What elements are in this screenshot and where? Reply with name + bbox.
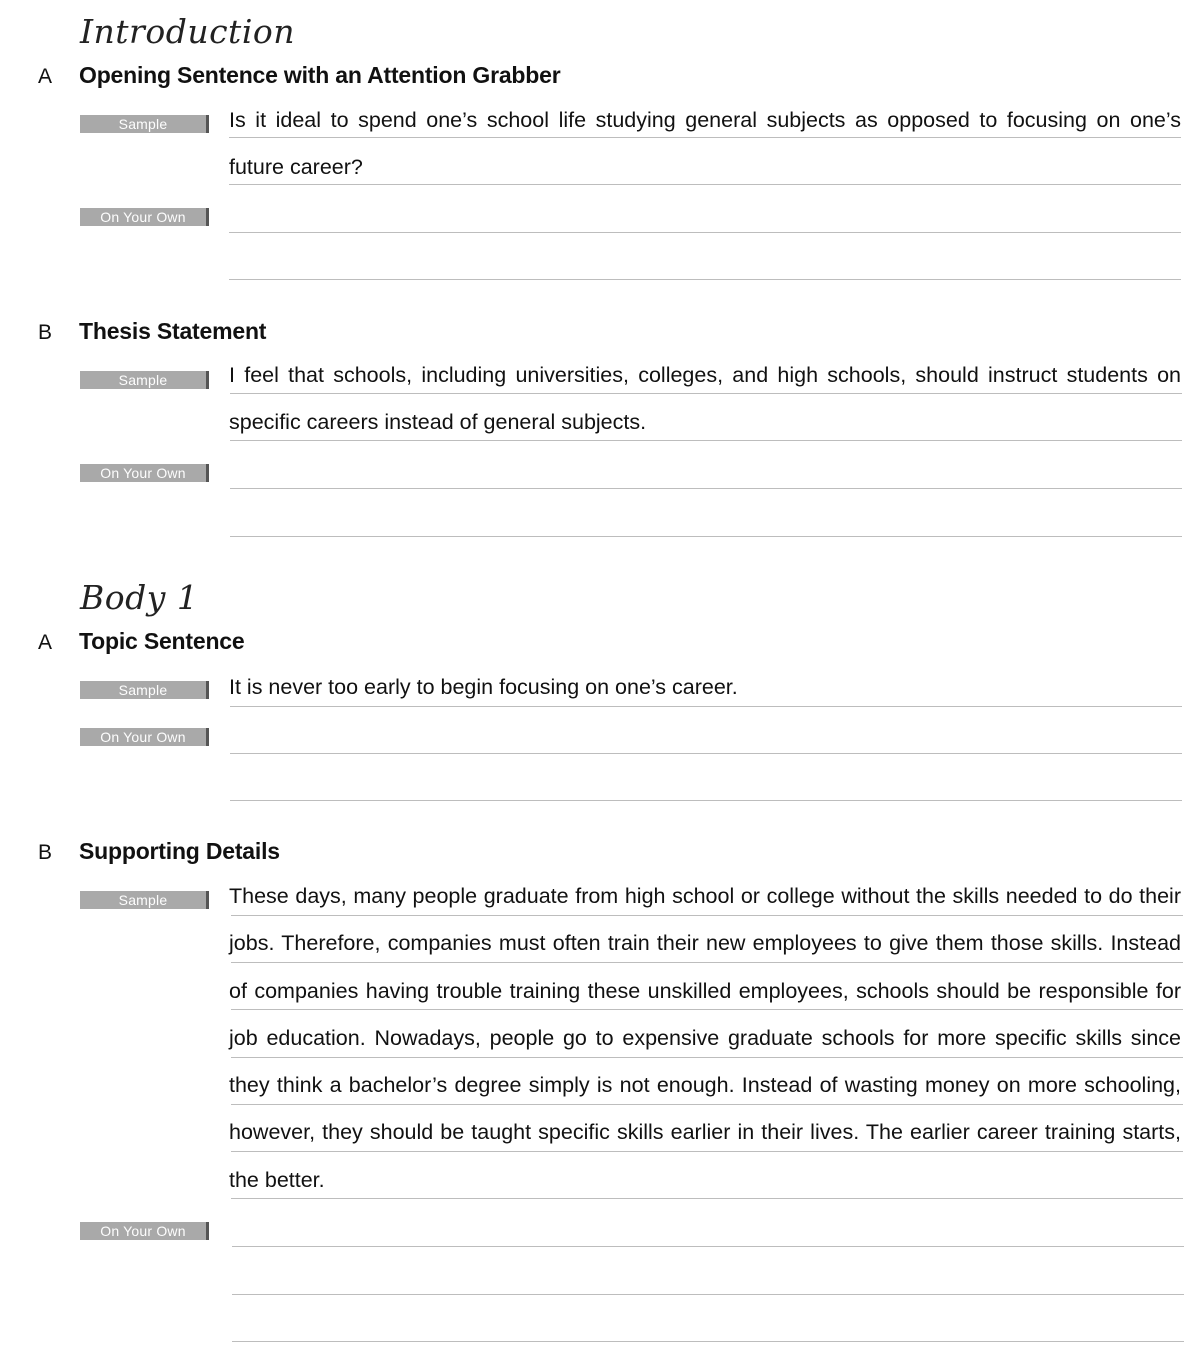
intro-b-rule (230, 393, 1182, 394)
body1-title: Body 1 (80, 578, 199, 617)
body1-a-answer-line[interactable] (230, 800, 1182, 801)
body1-a-answer-line[interactable] (230, 753, 1182, 754)
body1-b-answer-line[interactable] (232, 1294, 1184, 1295)
intro-a-answer-line[interactable] (229, 279, 1181, 280)
body1-b-own-tag: On Your Own (80, 1222, 209, 1240)
body1-a-sample-tag: Sample (80, 681, 209, 699)
intro-a-rule (229, 184, 1181, 185)
body1-b-sample-text: These days, many people graduate from high school or college without the skills needed to do their jobs. Therefore, companies must often train their new employees to give them those skills. Instead of companies having trouble training these unskilled employees, schools should be responsible for job education. Nowadays, people go to expensive graduate schools for more specific skills since they think a bachelor’s degree simply is not enough. Instead of wasting money on more schooling, however, they should be taught specific skills earlier in their lives. The earlier career training starts, the better. (229, 884, 1181, 1192)
body1-b-answer-line[interactable] (232, 1246, 1184, 1247)
intro-b-heading (38, 318, 266, 345)
body1-b-rule (231, 1151, 1183, 1152)
body1-b-label: Supporting Details (79, 838, 280, 864)
introduction-title: Introduction (80, 12, 295, 51)
body1-a-sample-text: It is never too early to begin focusing on one’s career. (229, 675, 738, 699)
intro-a-sample-text: Is it ideal to spend one’s school life studying general subjects as opposed to focusing on one’s future career? (229, 108, 1181, 180)
body1-b-heading (38, 838, 280, 865)
intro-a-rule (229, 137, 1181, 138)
intro-b-answer-line[interactable] (230, 488, 1182, 489)
intro-b-rule (230, 440, 1182, 441)
body1-b-answer-line[interactable] (232, 1341, 1184, 1342)
intro-b-own-tag: On Your Own (80, 464, 209, 482)
intro-a-heading (38, 62, 560, 89)
intro-b-answer-line[interactable] (230, 536, 1182, 537)
intro-a-own-tag: On Your Own (80, 208, 209, 226)
body1-b-sample-tag: Sample (80, 891, 209, 909)
intro-b-letter: B (38, 321, 53, 344)
body1-a-rule (230, 706, 1182, 707)
body1-a-label: Topic Sentence (79, 628, 245, 654)
intro-a-sample-tag: Sample (80, 115, 209, 133)
intro-b-sample-text: I feel that schools, including universities, colleges, and high schools, should instruct students on specific careers instead of general subjects. (229, 363, 1181, 435)
body1-a-heading (38, 628, 244, 655)
body1-b-rule (231, 1198, 1183, 1199)
intro-b-label: Thesis Statement (79, 318, 267, 344)
body1-b-rule (231, 1057, 1183, 1058)
body1-b-rule (231, 962, 1183, 963)
intro-b-sample-tag: Sample (80, 371, 209, 389)
body1-a-own-tag: On Your Own (80, 728, 209, 746)
body1-a-letter: A (38, 631, 53, 654)
intro-a-answer-line[interactable] (229, 232, 1181, 233)
body1-b-letter: B (38, 841, 53, 864)
body1-b-rule (231, 1104, 1183, 1105)
intro-a-letter: A (38, 65, 53, 88)
intro-a-label: Opening Sentence with an Attention Grabber (79, 62, 561, 88)
body1-b-rule (231, 915, 1183, 916)
body1-b-rule (231, 1009, 1183, 1010)
